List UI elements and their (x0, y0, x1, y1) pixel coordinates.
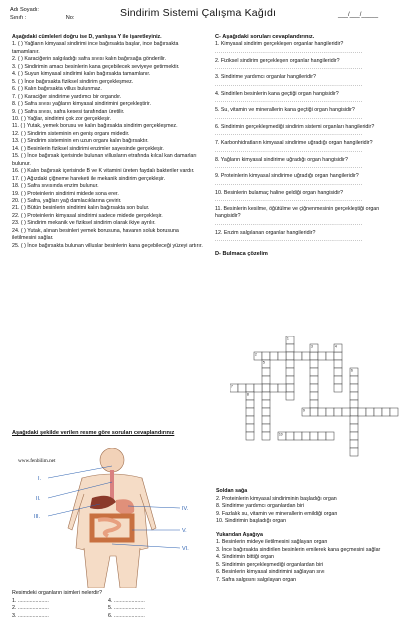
name-label: Adı Soyadı: (10, 7, 39, 13)
true-false-item: 25. ( ) İnce bağırsakta bulunan villuslar besinlerin kana geçebileceği yüzeyi artırır. (12, 242, 203, 249)
crossword-cell[interactable] (246, 384, 254, 392)
crossword-cell[interactable] (286, 392, 294, 400)
true-false-item: 23. ( ) Sindirim mekanik ve fiziksel sindirim olarak ikiye ayrılır. (12, 220, 156, 227)
true-false-item: 9. ( ) Safra sıvısı, safra kesesi tarafından üretilir. (12, 108, 125, 115)
crossword-number: 7 (231, 384, 233, 389)
question-item (215, 74, 400, 89)
answer-line[interactable]: ........................................................................... (215, 65, 363, 72)
true-false-item: 4. ( ) Suyun kimyasal sindirimi kalın bağırsakta tamamlanır. (12, 71, 151, 78)
roman-label: II. (36, 496, 41, 502)
true-false-item: 20. ( ) Safra, yağları yağ damlacıklarına çevirir. (12, 197, 122, 204)
question-item (215, 140, 400, 155)
crossword-clues (216, 488, 400, 584)
crossword-cell[interactable] (334, 352, 342, 360)
true-false-item: 21. ( ) Bütün besinlerin sindirimi kalın bağırsakta son bulur. (12, 205, 150, 212)
crossword-cell[interactable] (342, 408, 350, 416)
crossword-cell[interactable] (294, 352, 302, 360)
crossword-cell[interactable] (350, 408, 358, 416)
crossword-cell[interactable] (262, 416, 270, 424)
crossword-cell[interactable] (334, 368, 342, 376)
crossword-svg (230, 336, 400, 466)
crossword-cell[interactable] (334, 360, 342, 368)
crossword-cell[interactable] (262, 384, 270, 392)
crossword-cell[interactable] (238, 384, 246, 392)
crossword-cell[interactable] (286, 352, 294, 360)
crossword-cell[interactable] (326, 432, 334, 440)
answer-line[interactable]: ........................................................................... (215, 131, 363, 138)
crossword-cell[interactable] (350, 424, 358, 432)
no-label: No: (65, 15, 75, 21)
down-clue: 1. Besinlerin mideye iletilmesini sağlayan organ (216, 539, 328, 545)
crossword-number: 5 (263, 360, 265, 365)
crossword-cell[interactable] (318, 352, 326, 360)
date-field: ___/___/_____ (338, 12, 379, 18)
true-false-item: 3. ( ) Sindirimin amacı besinlerin kana geçebilecek seviyeye getirmektir. (12, 63, 180, 70)
crossword-cell[interactable] (246, 400, 254, 408)
roman-label: I. (38, 476, 42, 482)
answer-line[interactable]: ........................................................................... (215, 81, 363, 88)
crossword-number: 4 (335, 344, 337, 349)
crossword-cell[interactable] (286, 376, 294, 384)
question-text: 1. Kimyasal sindirim gerçekleşen organlar hangileridir? (215, 41, 344, 48)
crossword-cell[interactable] (262, 392, 270, 400)
question-text: 2. Fiziksel sindirim gerçekleşen organlar hangileridir? (215, 57, 340, 64)
organ-blank[interactable]: 2. ..................... (12, 605, 49, 611)
answer-line[interactable]: ........................................................................... (215, 48, 363, 55)
organ-blank[interactable]: 4. ..................... (108, 597, 145, 604)
crossword-number: 6 (351, 368, 353, 373)
crossword-cell[interactable] (246, 432, 254, 440)
down-clue: 4. Sindirimin bittiği organ (216, 554, 274, 560)
crossword-cell[interactable] (270, 384, 278, 392)
true-false-item: 22. ( ) Proteinlerin kimyasal sindirimi sadece midede gerçekleşir. (12, 212, 163, 219)
crossword-cell[interactable] (326, 352, 334, 360)
crossword-cell[interactable] (286, 344, 294, 352)
answer-line[interactable]: ........................................................................... (215, 196, 363, 203)
crossword-cell[interactable] (310, 360, 318, 368)
true-false-item: 5. ( ) İnce bağırsakta fiziksel sindirim gerçekleşmez. (12, 78, 134, 85)
roman-label: VI. (182, 546, 189, 552)
question-item (215, 124, 400, 139)
crossword-cell[interactable] (262, 400, 270, 408)
digestive-system-illustration (12, 448, 204, 588)
crossword-cell[interactable] (246, 416, 254, 424)
true-false-item: 19. ( ) Proteinlerin sindirimi midede sona erer. (12, 190, 119, 197)
crossword-cell[interactable] (310, 384, 318, 392)
true-false-section (12, 34, 204, 250)
answer-line[interactable]: ........................................................................... (215, 98, 363, 105)
question-text: 5. Su, vitamin ve minerallerin kana geçtiği organ hangisidir? (215, 107, 355, 114)
crossword-cell[interactable] (350, 400, 358, 408)
crossword-cell[interactable] (350, 440, 358, 448)
across-clue: 2. Proteinlerin kimyasal sindiriminin başladığı organ (216, 495, 337, 502)
section-c-intro: C- Aşağıdaki soruları cevaplandırınız. (215, 34, 315, 40)
digestive-figure (12, 448, 204, 598)
down-clue: 5. Sindirimin gerçekleşmediği organlardan biri (216, 561, 324, 568)
crossword-grid (230, 336, 400, 471)
question-item (215, 173, 400, 188)
across-clue: 8. Sindirime yardımcı organlardan biri (216, 503, 305, 509)
crossword-cell[interactable] (254, 384, 262, 392)
crossword-cell[interactable] (246, 424, 254, 432)
crossword-cell[interactable] (310, 352, 318, 360)
crossword-number: 3 (311, 344, 313, 349)
answer-line[interactable]: ........................................................................... (215, 114, 363, 121)
crossword-cell[interactable] (262, 352, 270, 360)
question-item (215, 58, 400, 73)
true-false-item: 17. ( ) Ağızdaki çiğneme hareketi ile mekanik sindirim gerçekleşir. (12, 175, 166, 182)
true-false-item: 1. ( ) Yağların kimyasal sindirimi ince bağırsakta başlar, ince bağırsakta tamamlanır. (12, 41, 179, 55)
roman-label: V. (182, 528, 187, 534)
organ-blank[interactable]: 1. ..................... (12, 597, 49, 604)
true-false-item: 6. ( ) Kalın bağırsakta villus bulunmaz. (12, 86, 102, 93)
question-item (215, 190, 400, 205)
crossword-cell[interactable] (286, 432, 294, 440)
answer-line[interactable]: ........................................................................... (215, 220, 363, 227)
down-clue: 6. Besinlerin kimyasal sindirimini sağlayan sıvı (216, 569, 325, 575)
crossword-cell[interactable] (286, 368, 294, 376)
organ-blank[interactable]: 3. ..................... (12, 612, 49, 619)
crossword-cell[interactable] (334, 376, 342, 384)
section-a-intro: Aşağıdaki cümleleri doğru ise D, yanlışsa Y ile işaretleyiniz. (12, 34, 162, 40)
question-item (215, 157, 400, 172)
crossword-cell[interactable] (310, 408, 318, 416)
down-clue: 7. Safra salgısını salgılayan organ (216, 576, 297, 583)
crossword-cell[interactable] (350, 448, 358, 456)
crossword-cell[interactable] (318, 432, 326, 440)
crossword-cell[interactable] (390, 408, 398, 416)
across-clue: 9. Fazlalık su, vitamin ve minerallerin emildiği organ (216, 510, 338, 517)
crossword-cell[interactable] (270, 352, 278, 360)
class-label: Sınıfı : (10, 15, 27, 21)
crossword-cell[interactable] (286, 384, 294, 392)
true-false-item: 10. ( ) Yağlar, sindirimi çok zor gerçekleşir. (12, 115, 112, 122)
crossword-cell[interactable] (350, 432, 358, 440)
question-item (215, 107, 400, 122)
roman-label: IV. (182, 506, 189, 512)
crossword-cell[interactable] (334, 408, 342, 416)
crossword-cell[interactable] (302, 432, 310, 440)
true-false-item: 15. ( ) İnce bağırsak içerisinde bulunan villusların etrafında kılcal kan damarları bulunur. (12, 153, 197, 167)
across-clue: 10. Sindirimin başladığı organ (216, 518, 287, 524)
true-false-item: 7. ( ) Karaciğer sindirime yardımcı bir organdır. (12, 93, 122, 100)
site-watermark: www.fenbilim.net (18, 458, 56, 464)
answer-line[interactable]: ........................................................................... (215, 237, 363, 244)
crossword-cell[interactable] (358, 408, 366, 416)
question-item (215, 206, 400, 229)
down-title: Yukarıdan Aşağıya (216, 531, 263, 538)
organ-blank[interactable]: 6. ..................... (108, 612, 145, 619)
organ-answer-area (12, 590, 204, 620)
answer-line[interactable]: ........................................................................... (215, 164, 363, 171)
across-title: Soldan sağa (216, 488, 248, 494)
crossword-number: 8 (247, 392, 249, 397)
crossword-cell[interactable] (278, 384, 286, 392)
answer-line[interactable]: ........................................................................... (215, 147, 363, 154)
question-text: 7. Karbonhidratların kimyasal sindirime uğradığı organ hangileridir? (215, 140, 373, 147)
page-title: Sindirim Sistemi Çalışma Kağıdı (120, 7, 277, 19)
crossword-number: 10 (279, 432, 283, 437)
question-text: 10. Besinlerin bulamaç haline geldiği organ hangisidir? (215, 189, 344, 196)
student-info (10, 6, 74, 22)
crossword-cell[interactable] (310, 392, 318, 400)
crossword-cell[interactable] (262, 376, 270, 384)
crossword-cell[interactable] (382, 408, 390, 416)
question-text: 12. Enzim salgılanan organlar hangileridir? (215, 229, 316, 236)
true-false-item: 8. ( ) Safra sıvısı yağların kimyasal sindirimini gerçekleştirir. (12, 101, 151, 108)
true-false-item: 12. ( ) Sindirim sisteminin en geniş organı midedir. (12, 130, 130, 137)
question-item (215, 230, 400, 245)
crossword-cell[interactable] (350, 416, 358, 424)
crossword-cell[interactable] (350, 376, 358, 384)
answer-line[interactable]: ........................................................................... (215, 180, 363, 187)
crossword-cell[interactable] (310, 432, 318, 440)
crossword-cell[interactable] (294, 432, 302, 440)
crossword-cell[interactable] (374, 408, 382, 416)
question-item (215, 41, 400, 56)
crossword-cell[interactable] (310, 400, 318, 408)
crossword-cell[interactable] (326, 408, 334, 416)
true-false-item: 13. ( ) Sindirim sisteminin en uzun organı kalın bağırsaktır. (12, 138, 149, 145)
crossword-cell[interactable] (350, 384, 358, 392)
question-text: 8. Yağların kimyasal sindirime uğradığı organ hangisidir? (215, 156, 348, 163)
true-false-item: 2. ( ) Karaciğerin salgıladığı safra sıvısı kalın bağırsağa gönderilir. (12, 56, 166, 63)
crossword-cell[interactable] (262, 408, 270, 416)
down-clue: 3. İnce bağırsakta sindirilen besinlerin emilerek kana geçmesini sağlar (216, 546, 381, 553)
true-false-item: 24. ( ) Yutak, alınan besinleri yemek borusuna, havanın soluk borusuna iletilmesini sağlar. (12, 227, 179, 242)
crossword-cell[interactable] (302, 352, 310, 360)
roman-label: III. (34, 514, 41, 520)
section-d-intro: D- Bulmaca çözelim (215, 251, 268, 258)
crossword-number: 2 (255, 352, 257, 357)
crossword-number: 1 (287, 336, 289, 341)
question-text: 9. Proteinlerin kimyasal sindirime uğradığı organ hangileridir? (215, 173, 359, 180)
true-false-item: 14. ( ) Besinlerin fiziksel sindirimi enzimler sayesinde gerçekleşir. (12, 145, 164, 152)
true-false-item: 18. ( ) Safra sıvısında enzim bulunur. (12, 183, 99, 190)
question-item (215, 91, 400, 106)
crossword-cell[interactable] (286, 360, 294, 368)
question-text: 3. Sindirime yardımcı organlar hangileridir? (215, 74, 316, 81)
question-text: 4. Sindirilen besinlerin kana geçtiği organ hangisidir? (215, 90, 339, 97)
crossword-cell[interactable] (350, 392, 358, 400)
crossword-cell[interactable] (246, 408, 254, 416)
question-text: 11. Besinlerin kesilme, öğütülme ve çiğnenmesinin gerçekleştiği organ hangisidir? (215, 205, 380, 220)
true-false-item: 16. ( ) Kalın bağırsak içerisinde B ve K vitamini üreten faydalı bakteriler vardır. (12, 168, 195, 175)
crossword-cell[interactable] (310, 368, 318, 376)
crossword-cell[interactable] (366, 408, 374, 416)
crossword-cell[interactable] (310, 376, 318, 384)
crossword-number: 9 (303, 408, 305, 413)
organ-question: Resimdeki organların isimleri nelerdir? (12, 590, 103, 596)
crossword-cell[interactable] (278, 352, 286, 360)
crossword-cell[interactable] (318, 408, 326, 416)
short-answer-section (215, 34, 400, 259)
crossword-cell[interactable] (262, 368, 270, 376)
crossword-cell[interactable] (334, 384, 342, 392)
question-text: 6. Sindirimin gerçekleşmediği sindirim sistemi organları hangileridir? (215, 123, 375, 130)
true-false-item: 11. ( ) Yutak, yemek borusu ve kalın bağırsakta sindirim gerçekleşmez. (12, 123, 178, 130)
organ-blank[interactable]: 5. ..................... (108, 605, 145, 611)
crossword-cell[interactable] (262, 424, 270, 432)
body-figure-intro: Aşağıdaki şekilde verilen resme göre soruları cevaplandırınız (12, 430, 175, 436)
crossword-cell[interactable] (262, 432, 270, 440)
